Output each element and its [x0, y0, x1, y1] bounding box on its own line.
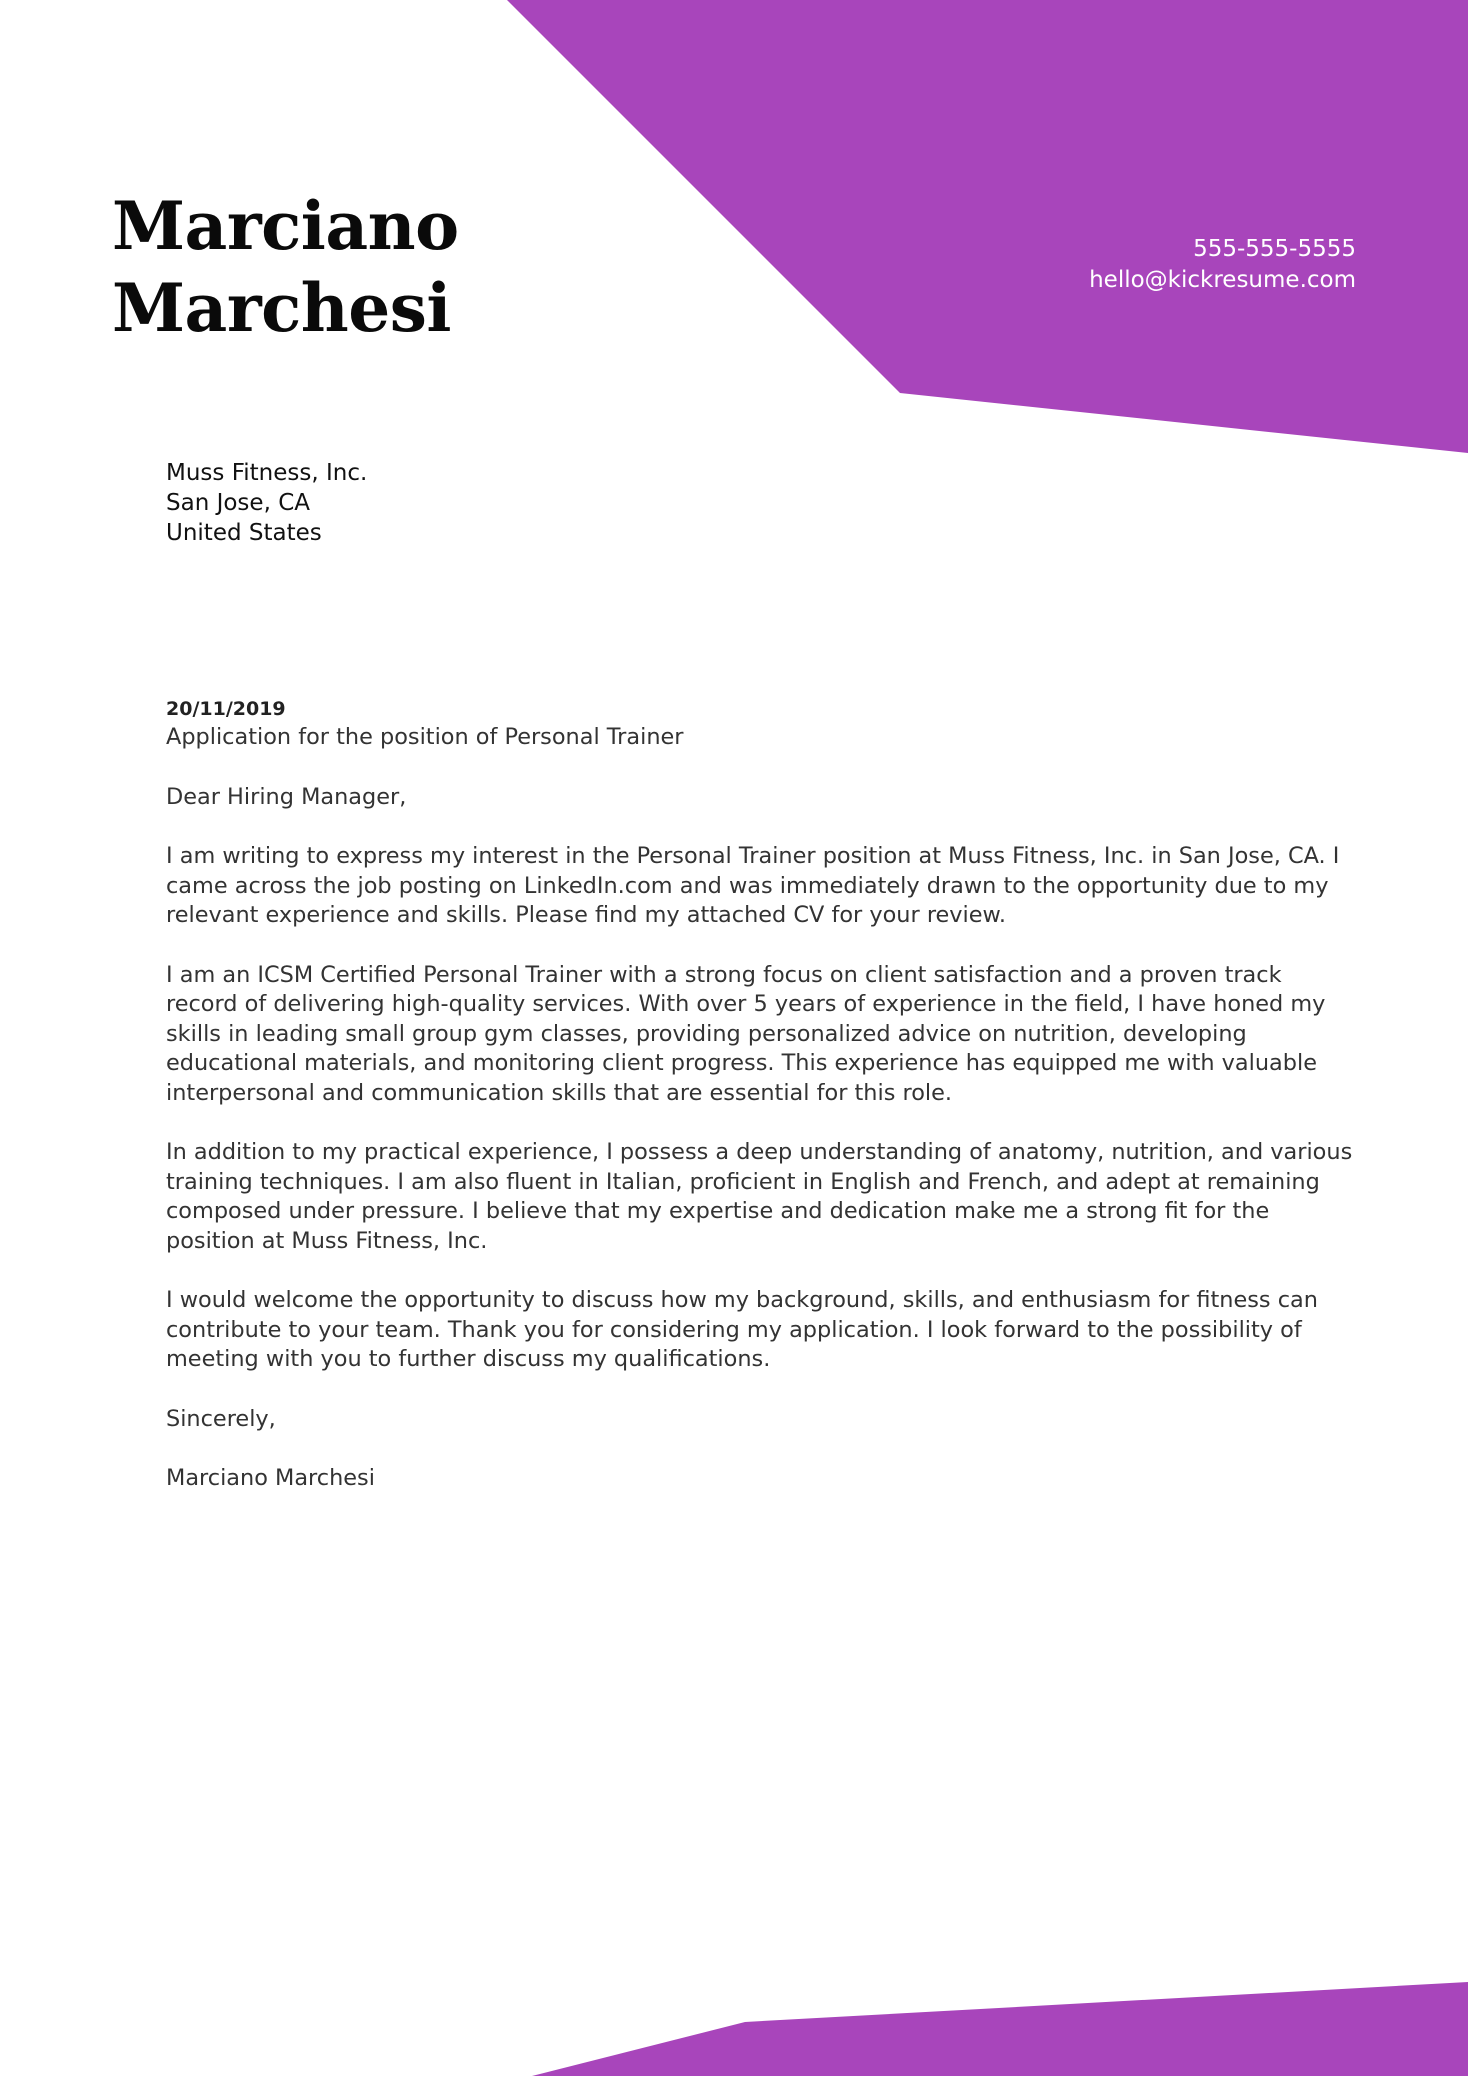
paragraph-line: I am an ICSM Certified Personal Trainer with a strong focus on client satisfaction and a proven track — [166, 961, 1282, 988]
paragraph-line: educational materials, and monitoring client progress. This experience has equipped me with valuable — [166, 1050, 1317, 1076]
paragraph-line: relevant experience and skills. Please find my attached CV for your review. — [166, 902, 1006, 928]
paragraph-4 — [166, 1286, 1366, 1375]
letter-date: 20/11/2019 — [166, 698, 286, 720]
footer-accent-shape — [532, 1982, 1468, 2076]
paragraph-line: skills in leading small group gym classes, providing personalized advice on nutrition, developing — [166, 1020, 1247, 1047]
paragraph-line: composed under pressure. I believe that my expertise and dedication make me a strong fit for the — [166, 1198, 1270, 1224]
paragraph-line: record of delivering high-quality services. With over 5 years of experience in the field, I have honed my — [166, 991, 1326, 1017]
paragraph-line: In addition to my practical experience, I possess a deep understanding of anatomy, nutrition, and various — [166, 1139, 1353, 1165]
letter-salutation: Dear Hiring Manager, — [166, 783, 407, 810]
letter-closing: Sincerely, — [166, 1405, 276, 1432]
recipient-company: Muss Fitness, Inc. — [166, 460, 368, 486]
letter-signature: Marciano Marchesi — [166, 1465, 375, 1491]
first-name: Marciano — [112, 187, 459, 265]
paragraph-2 — [166, 961, 1366, 1109]
paragraph-line: contribute to your team. Thank you for considering my application. I look forward to the possibility of — [166, 1316, 1302, 1343]
recipient-country: United States — [166, 520, 322, 546]
paragraph-line: interpersonal and communication skills that are essential for this role. — [166, 1079, 953, 1106]
recipient-city: San Jose, CA — [166, 490, 310, 516]
applicant-name — [112, 185, 459, 349]
phone-number: 555-555-5555 — [1193, 236, 1356, 262]
paragraph-line: I would welcome the opportunity to discuss how my background, skills, and enthusiasm for fitness can — [166, 1287, 1318, 1313]
letter-body — [166, 697, 1366, 1494]
paragraph-3 — [166, 1138, 1366, 1256]
paragraph-line: position at Muss Fitness, Inc. — [166, 1227, 488, 1254]
paragraph-line: I am writing to express my interest in the Personal Trainer position at Muss Fitness, Inc. in San Jose, CA. I — [166, 843, 1340, 869]
email-address: hello@kickresume.com — [1089, 267, 1356, 293]
last-name: Marchesi — [112, 269, 451, 347]
paragraph-line: training techniques. I am also fluent in Italian, proficient in English and French, and adept at remaining — [166, 1168, 1320, 1195]
paragraph-1 — [166, 842, 1366, 931]
recipient-address — [166, 458, 367, 548]
paragraph-line: meeting with you to further discuss my qualifications. — [166, 1346, 771, 1372]
header-accent-shape — [507, 0, 1468, 453]
paragraph-line: came across the job posting on LinkedIn.com and was immediately drawn to the opportunity due to my — [166, 872, 1329, 899]
letter-subject: Application for the position of Personal Trainer — [166, 724, 684, 750]
contact-info — [1089, 234, 1356, 296]
